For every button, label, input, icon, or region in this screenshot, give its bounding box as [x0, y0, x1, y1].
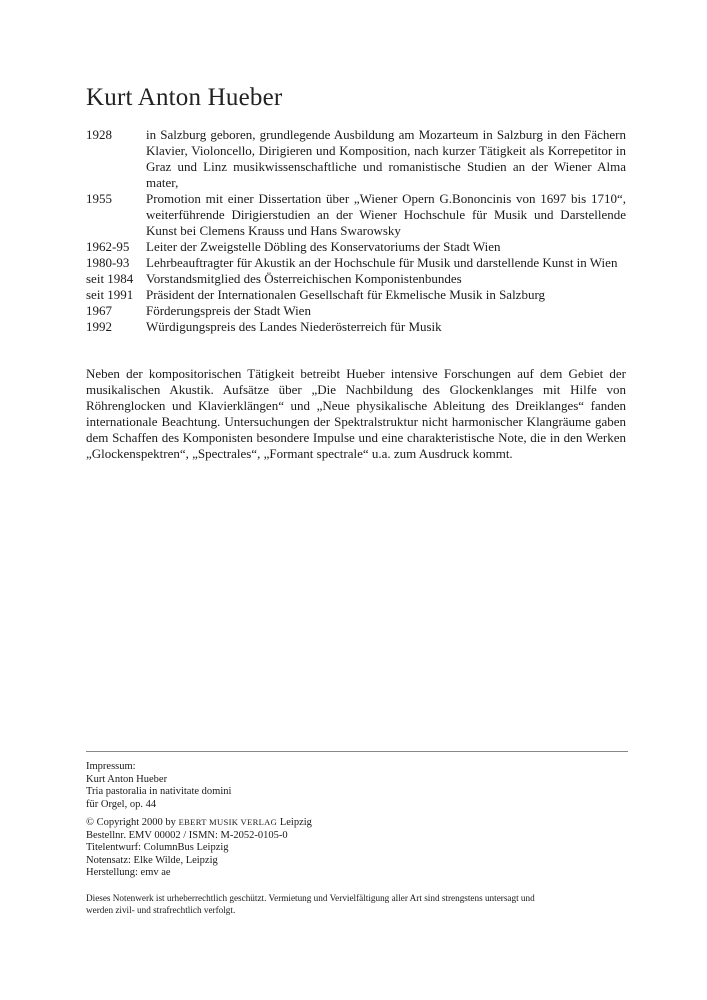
biography-text: Vorstandsmitglied des Österreichischen Komponistenbundes	[146, 271, 462, 286]
publisher-name: EBERT MUSIK VERLAG	[178, 817, 278, 827]
biography-entry	[86, 239, 626, 255]
imprint-work-title: Tria pastoralia in nativitate domini	[86, 786, 232, 797]
biography-text: Förderungspreis der Stadt Wien	[146, 303, 311, 318]
imprint-order-number: Bestellnr. EMV 00002 / ISMN: M-2052-0105-0	[86, 829, 288, 841]
imprint-title-design: Titelentwurf: ColumnBus Leipzig	[86, 842, 229, 853]
biography-year: 1955	[86, 191, 112, 206]
biography-entry	[86, 287, 626, 303]
biography-text: Präsident der Internationalen Gesellschaft für Ekmelische Musik in Salzburg	[146, 287, 546, 302]
biography-entry	[86, 271, 626, 287]
biography-entry	[86, 319, 626, 335]
biography-text: Lehrbeauftragter für Akustik an der Hochschule für Musik und darstellende Kunst in Wien	[146, 255, 618, 270]
imprint-instrument: für Orgel, op. 44	[86, 798, 157, 810]
biography-year: 1992	[86, 319, 112, 334]
imprint-divider	[86, 751, 628, 752]
biography-text: Leiter der Zweigstelle Döbling des Konservatoriums der Stadt Wien	[146, 239, 501, 254]
biography-year: seit 1984	[86, 271, 134, 286]
page-title: Kurt Anton Hueber	[86, 84, 283, 111]
imprint-author: Kurt Anton Hueber	[86, 773, 168, 785]
imprint-block	[86, 761, 626, 880]
imprint-production: Herstellung: emv ae	[86, 867, 171, 878]
biography-year: seit 1991	[86, 287, 134, 302]
biography-list	[86, 127, 626, 335]
biography-entry	[86, 303, 626, 319]
legal-notice: Dieses Notenwerk ist urheberrechtlich geschützt. Vermietung und Vervielfältigung aller Art sind strengstens untersagt und werden zivil- und strafrechtlich verfolgt.	[86, 893, 535, 915]
research-paragraph: Neben der kompositorischen Tätigkeit betreibt Hueber intensive Forschungen auf dem Gebiet der musikalischen Akustik. Aufsätze über „Die Nachbildung des Glockenklanges mit Hilfe von Röhrenglocken und Klavierklängen“ und „Neue physikalische Ableitung des Dreiklanges“ fanden internationale Beachtung. Untersuchungen der Spektralstruktur nicht harmonischer Klangräume gaben dem Schaffen des Komponisten besondere Impulse und eine charakteristische Note, die in den Werken „Glockenspektren“, „Spectrales“, „Formant spectrale“ u.a. zum Ausdruck kommt.	[86, 366, 626, 461]
biography-year: 1962-95	[86, 239, 130, 254]
biography-entry	[86, 127, 626, 191]
biography-text: Promotion mit einer Dissertation über „Wiener Opern G.Bononcinis von 1697 bis 1710“, weiterführende Dirigierstudien an der Wiener Hochschule für Musik und Darstellende Kunst bei Clemens Krauss und Hans Swarowsky	[146, 191, 626, 238]
publisher-city: Leipzig	[277, 817, 312, 828]
copyright-prefix: © Copyright 2000 by	[86, 817, 179, 828]
biography-year: 1928	[86, 127, 112, 142]
imprint-music-setting: Notensatz: Elke Wilde, Leipzig	[86, 854, 218, 866]
imprint-heading: Impressum:	[86, 761, 136, 772]
imprint-copyright	[86, 816, 626, 830]
biography-year: 1980-93	[86, 255, 130, 270]
biography-text: Würdigungspreis des Landes Niederösterreich für Musik	[146, 319, 442, 334]
biography-year: 1967	[86, 303, 112, 318]
biography-entry	[86, 191, 626, 239]
biography-entry	[86, 255, 626, 271]
biography-text: in Salzburg geboren, grundlegende Ausbildung am Mozarteum in Salzburg in den Fächern Klavier, Violoncello, Dirigieren und Komposition, nach kurzer Tätigkeit als Korrepetitor in Graz und Linz musikwissenschaftliche und romanistische Studien an der Wiener Alma mater,	[146, 127, 626, 190]
